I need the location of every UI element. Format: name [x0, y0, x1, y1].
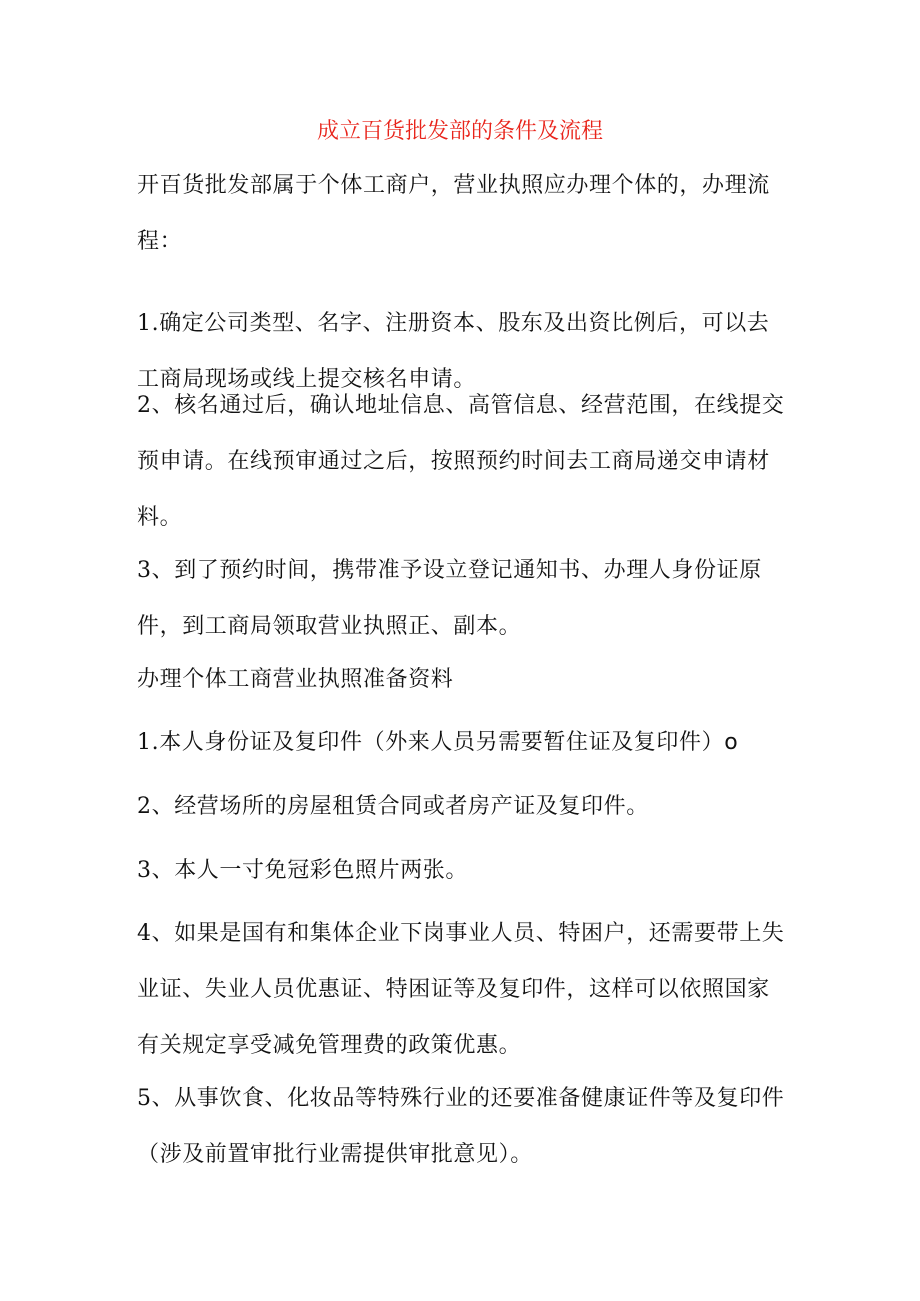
- material-text: 如果是国有和集体企业下岗事业人员、特困户，还需要带上失业证、失业人员优惠证、特困证等及复印件，这样可以依照国家有关规定享受减免管理费的政策优惠。: [137, 921, 785, 1058]
- step-item: [137, 543, 789, 655]
- material-item: [137, 715, 789, 771]
- material-item: [137, 843, 789, 899]
- document-title: 成立百货批发部的条件及流程: [316, 119, 603, 144]
- materials-heading: 办理个体工商营业执照准备资料: [137, 667, 454, 692]
- material-number: 2、: [137, 794, 175, 819]
- step-text: 核名通过后，确认地址信息、高管信息、经营范围，在线提交预申请。在线预审通过之后，按照预约时间去工商局递交申请材料。: [137, 393, 785, 530]
- material-item: [137, 906, 789, 1074]
- material-item: [137, 1071, 789, 1183]
- material-number: 4、: [137, 921, 175, 946]
- step-number: 1.: [137, 311, 160, 336]
- step-text: 确定公司类型、名字、注册资本、股东及出资比例后，可以去工商局现场或线上提交核名申请。: [137, 311, 770, 392]
- material-text: 从事饮食、化妆品等特殊行业的还要准备健康证件等及复印件（涉及前置审批行业需提供审批意见）。: [137, 1086, 785, 1167]
- step-item: [137, 378, 789, 546]
- step-text: 到了预约时间，携带准予设立登记通知书、办理人身份证原件，到工商局领取营业执照正、副本。: [137, 558, 762, 639]
- material-text: 经营场所的房屋租赁合同或者房产证及复印件。: [174, 794, 649, 819]
- step-number: 3、: [137, 558, 175, 583]
- material-number: 5、: [137, 1086, 175, 1111]
- material-text: 本人身份证及复印件（外来人员另需要暂住证及复印件）o: [159, 730, 739, 755]
- material-item: [137, 779, 789, 835]
- material-text: 本人一寸免冠彩色照片两张。: [174, 858, 469, 883]
- intro-paragraph: 开百货批发部属于个体工商户，营业执照应办理个体的，办理流程：: [137, 173, 770, 254]
- step-number: 2、: [137, 393, 175, 418]
- material-number: 3、: [137, 858, 175, 883]
- material-number: 1.: [137, 730, 160, 755]
